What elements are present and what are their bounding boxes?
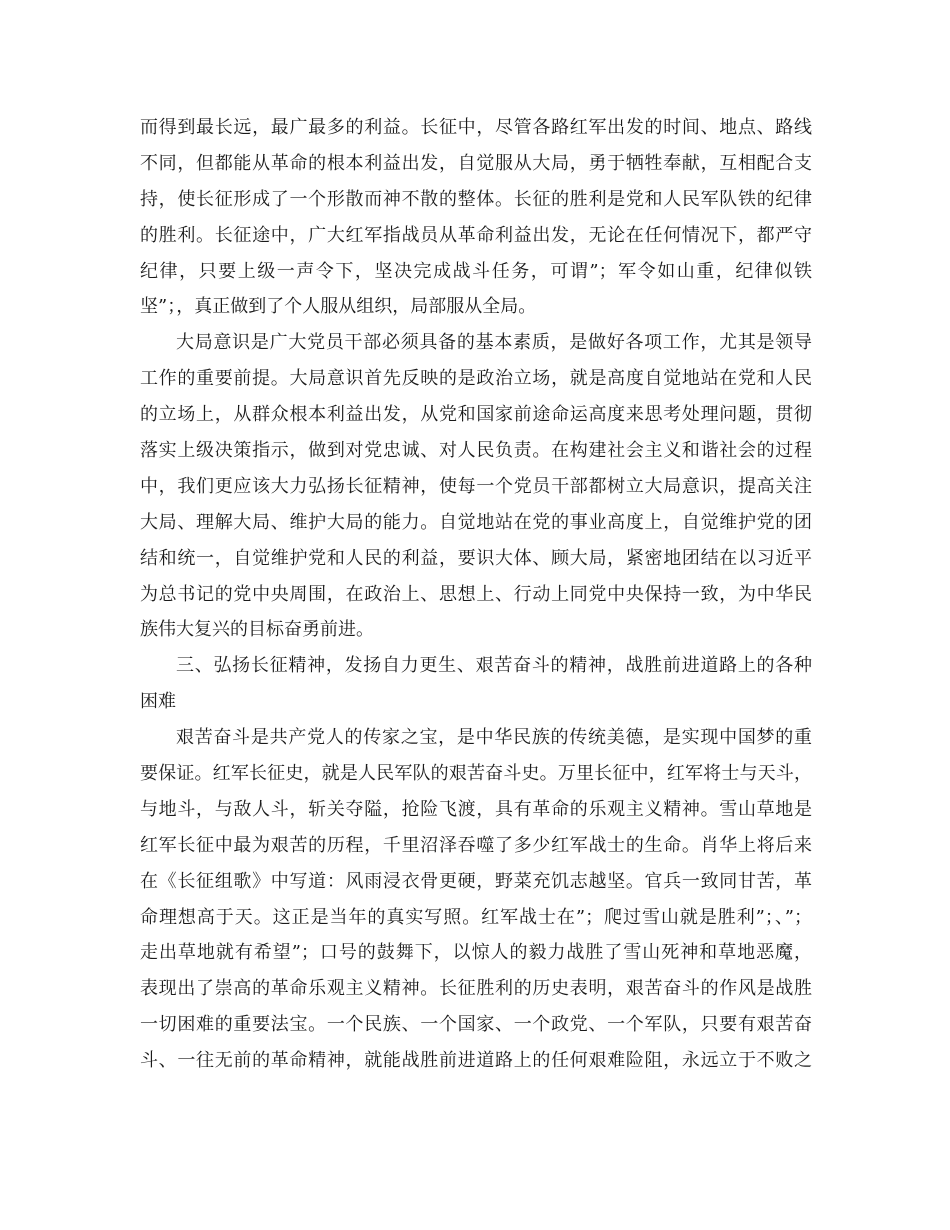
text-line: 艰苦奋斗是共产党人的传家之宝，是中华民族的传统美德，是实现中国梦的重 (176, 727, 812, 749)
text-line: 的立场上，从群众根本利益出发，从党和国家前途命运高度来思考处理问题，贯彻 (140, 404, 812, 426)
text-line: 命理想高于天。这正是当年的真实写照。红军战士在”；爬过雪山就是胜利”；、”； (140, 906, 812, 928)
body-text (140, 110, 812, 1079)
text-line: 而得到最长远，最广最多的利益。长征中，尽管各路红军出发的时间、地点、路线 (140, 117, 812, 138)
text-line: 坚”；，真正做到了个人服从组织，局部服从全局。 (140, 296, 537, 318)
text-line: 走出草地就有希望”；口号的鼓舞下，以惊人的毅力战胜了雪山死神和草地恶魔， (140, 942, 812, 964)
text-line: 一切困难的重要法宝。一个民族、一个国家、一个政党、一个军队，只要有艰苦奋 (140, 1014, 812, 1036)
text-line: 的胜利。长征途中，广大红军指战员从革命利益出发，无论在任何情况下，都严守 (140, 224, 812, 246)
text-line: 三、弘扬长征精神，发扬自力更生、艰苦奋斗的精神，战胜前进道路上的各种 (176, 655, 812, 677)
text-line: 大局、理解大局、维护大局的能力。自觉地站在党的事业高度上，自觉维护党的团 (140, 511, 812, 533)
text-line: 工作的重要前提。大局意识首先反映的是政治立场，就是高度自觉地站在党和人民 (140, 368, 812, 390)
text-line: 大局意识是广大党员干部必须具备的基本素质，是做好各项工作，尤其是领导 (176, 332, 812, 354)
text-line: 表现出了崇高的革命乐观主义精神。长征胜利的历史表明，艰苦奋斗的作风是战胜 (140, 978, 812, 1000)
text-line: 结和统一，自觉维护党和人民的利益，要识大体、顾大局，紧密地团结在以习近平 (140, 547, 812, 569)
text-line: 困难 (140, 691, 176, 713)
text-line: 与地斗，与敌人斗，斩关夺隘，抢险飞渡，具有革命的乐观主义精神。雪山草地是 (140, 798, 812, 820)
text-line: 持，使长征形成了一个形散而神不散的整体。长征的胜利是党和人民军队铁的纪律 (140, 188, 812, 210)
text-line: 不同，但都能从革命的根本利益出发，自觉服从大局，勇于牺牲奉献，互相配合支 (140, 152, 812, 174)
text-line: 中，我们更应该大力弘扬长征精神，使每一个党员干部都树立大局意识，提高关注 (140, 475, 812, 497)
text-line: 要保证。红军长征史，就是人民军队的艰苦奋斗史。万里长征中，红军将士与天斗， (140, 763, 812, 785)
text-line: 红军长征中最为艰苦的历程，千里沼泽吞噬了多少红军战士的生命。肖华上将后来 (140, 834, 812, 856)
text-line: 族伟大复兴的目标奋勇前进。 (140, 619, 374, 641)
text-line: 为总书记的党中央周围，在政治上、思想上、行动上同党中央保持一致，为中华民 (140, 583, 812, 605)
text-line: 斗、一往无前的革命精神，就能战胜前进道路上的任何艰难险阻，永远立于不败之 (140, 1050, 812, 1072)
text-line: 在《长征组歌》中写道：风雨浸衣骨更硬，野菜充饥志越坚。官兵一致同甘苦，革 (140, 870, 812, 892)
text-line: 纪律，只要上级一声令下，坚决完成战斗任务，可谓”；军令如山重，纪律似铁 (140, 260, 812, 282)
text-line: 落实上级决策指示，做到对党忠诚、对人民负责。在构建社会主义和谐社会的过程 (140, 440, 812, 462)
